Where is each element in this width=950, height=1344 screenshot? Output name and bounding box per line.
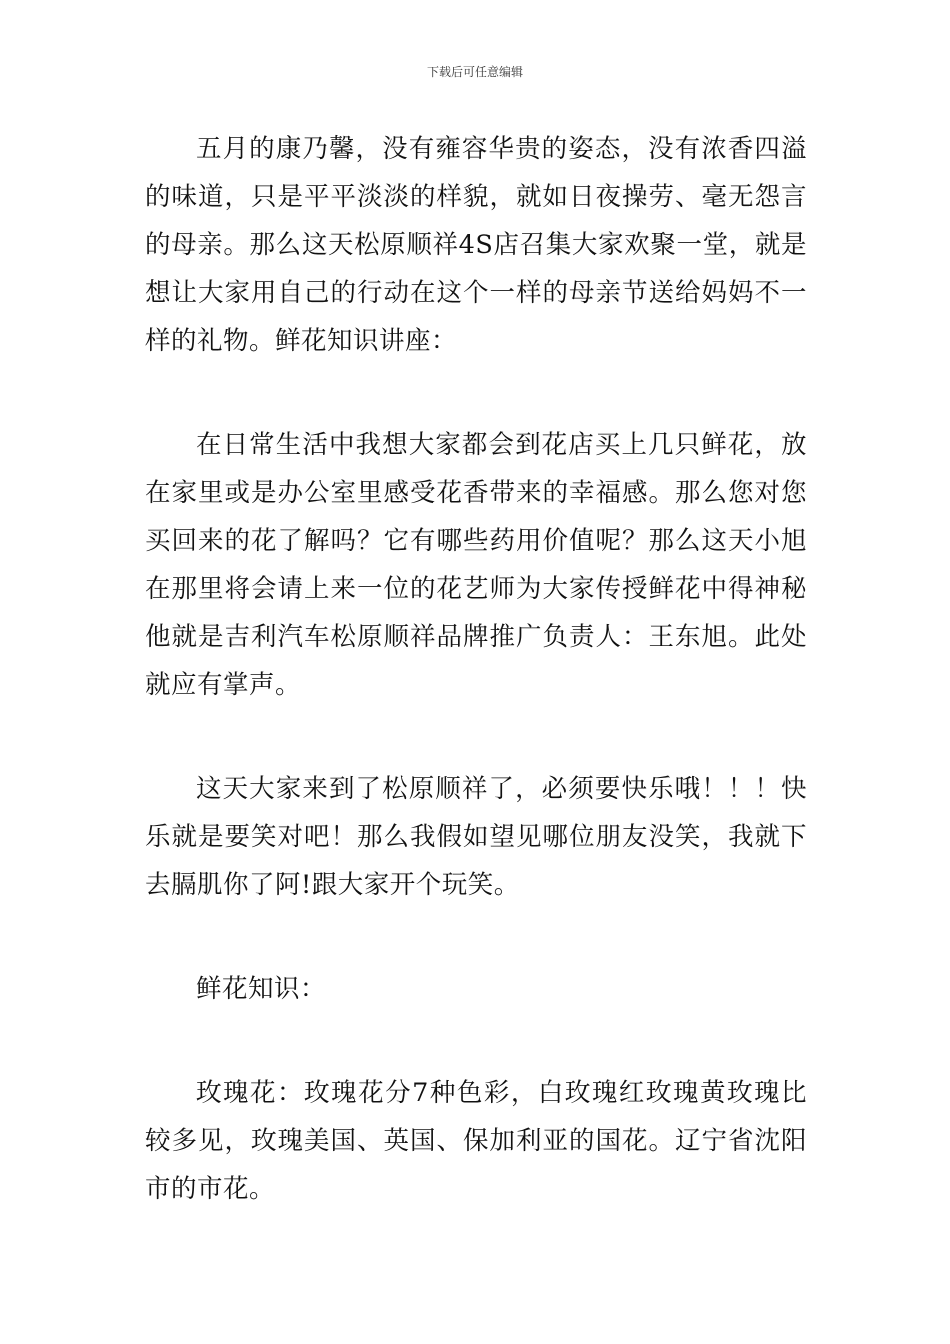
- section-heading-flower-knowledge: 鲜花知识：: [196, 974, 327, 1004]
- paragraph-gap: [145, 709, 807, 765]
- paragraph-gap: [145, 365, 807, 421]
- page-header: 下载后可任意编辑: [426, 65, 523, 79]
- paragraph-gap: [145, 909, 807, 965]
- paragraph-intro: 五月的康乃馨，没有雍容华贵的姿态，没有浓香四溢的味道，只是平平淡淡的样貌，就如日夜操劳、毫无怨言的母亲。那么这天松原顺祥4S店召集大家欢聚一堂，就是想让大家用自己的行动在这个一样的母亲节送给妈妈不一样的礼物。鲜花知识讲座：: [145, 134, 807, 356]
- document-body: [145, 125, 807, 1213]
- paragraph-flower-shop: 在日常生活中我想大家都会到花店买上几只鲜花，放在家里或是办公室里感受花香带来的幸福感。那么您对您买回来的花了解吗？它有哪些药用价值呢？那么这天小旭在那里将会请上来一位的花艺师为大家传授鲜花中得神秘他就是吉利汽车松原顺祥品牌推广负责人：王东旭。此处就应有掌声。: [145, 430, 807, 700]
- paragraph-gap: [145, 1013, 807, 1069]
- paragraph-happy: 这天大家来到了松原顺祥了，必须要快乐哦！！！快乐就是要笑对吧！那么我假如望见哪位朋友没笑，我就下去膈肌你了阿!跟大家开个玩笑。: [145, 774, 807, 900]
- paragraph-rose: 玫瑰花：玫瑰花分7种色彩，白玫瑰红玫瑰黄玫瑰比较多见，玫瑰美国、英国、保加利亚的国花。辽宁省沈阳市的市花。: [145, 1078, 807, 1204]
